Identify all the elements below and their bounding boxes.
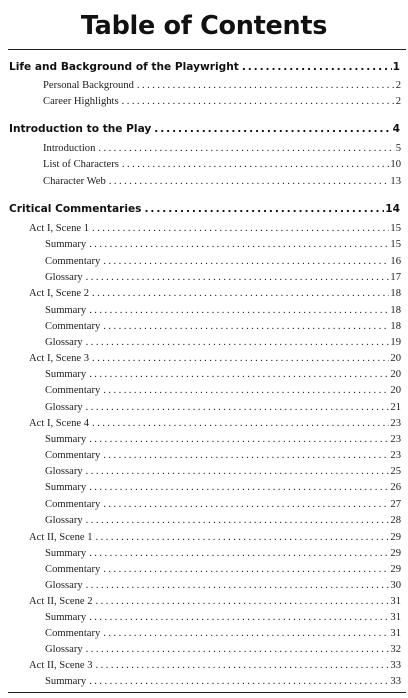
toc-heading-entry [9, 203, 400, 215]
toc-entry-label: Summary [45, 305, 87, 316]
toc-entry-page-number: 20 [390, 385, 401, 396]
toc-entry [45, 499, 401, 510]
dot-leader [103, 385, 389, 396]
toc-entry-label: Commentary [45, 564, 101, 575]
dot-leader [86, 272, 390, 283]
toc-entry-label: Act I, Scene 2 [29, 288, 90, 299]
toc-entry-page-number: 33 [390, 660, 401, 671]
toc-entry-label: Glossary [45, 515, 83, 526]
toc-entry [45, 450, 401, 461]
toc-entry-page-number: 32 [390, 644, 401, 655]
toc-entry-page-number: 21 [390, 402, 401, 413]
toc-heading-entry [9, 123, 400, 135]
dot-leader [109, 176, 390, 187]
dot-leader [89, 676, 389, 687]
toc-entry-page-number: 23 [390, 450, 401, 461]
toc-entry-label: Commentary [45, 256, 101, 267]
toc-entry-label: Introduction [43, 143, 96, 154]
toc-entry-label: Glossary [45, 272, 83, 283]
toc-scene-entry [29, 596, 401, 607]
toc-entry-page-number: 27 [390, 499, 401, 510]
dot-leader [96, 660, 390, 671]
dot-leader [96, 596, 390, 607]
toc-entry-page-number: 23 [390, 434, 401, 445]
dot-leader [145, 203, 385, 215]
dot-leader [122, 159, 390, 170]
dot-leader [92, 223, 389, 234]
toc-entry-label: Act II, Scene 2 [29, 596, 93, 607]
bottom-rule [8, 692, 406, 693]
dot-leader [86, 337, 390, 348]
dot-leader [89, 548, 389, 559]
toc-entry-label: Personal Background [43, 80, 134, 91]
toc-entry-page-number: 29 [390, 564, 401, 575]
toc-entry-label: List of Characters [43, 159, 119, 170]
toc-entry [45, 337, 401, 348]
toc-entry-label: Act II, Scene 1 [29, 532, 93, 543]
toc-entry [45, 580, 401, 591]
toc-entry-page-number: 26 [390, 482, 401, 493]
toc-entry-label: Glossary [45, 580, 83, 591]
toc-entry-label: Summary [45, 434, 87, 445]
dot-leader [98, 143, 394, 154]
toc-entry-page-number: 25 [390, 466, 401, 477]
toc-entry-page-number: 31 [390, 628, 401, 639]
toc-entry-label: Glossary [45, 644, 83, 655]
toc-scene-entry [29, 353, 401, 364]
toc-scene-entry [29, 660, 401, 671]
toc-entry-page-number: 10 [390, 159, 401, 170]
toc-entry [43, 159, 401, 170]
dot-leader [86, 644, 390, 655]
dot-leader [89, 239, 389, 250]
toc-entry-label: Glossary [45, 402, 83, 413]
dot-leader [92, 353, 389, 364]
toc-entry [45, 515, 401, 526]
dot-leader [122, 96, 395, 107]
toc-entry-label: Act II, Scene 3 [29, 660, 93, 671]
dot-leader [89, 612, 389, 623]
toc-scene-entry [29, 532, 401, 543]
dot-leader [89, 434, 389, 445]
toc-entry-page-number: 29 [390, 548, 401, 559]
dot-leader [86, 515, 390, 526]
dot-leader [103, 499, 389, 510]
toc-entry-page-number: 4 [392, 123, 400, 135]
toc-entry-label: Career Highlights [43, 96, 119, 107]
toc-entry [43, 176, 401, 187]
dot-leader [103, 564, 389, 575]
toc-entry-page-number: 18 [390, 288, 401, 299]
toc-entry-page-number: 15 [390, 239, 401, 250]
toc-entry [45, 612, 401, 623]
toc-entry [45, 272, 401, 283]
dot-leader [89, 369, 389, 380]
toc-entry [45, 305, 401, 316]
dot-leader [89, 482, 389, 493]
toc-entry [45, 628, 401, 639]
toc-entry-label: Commentary [45, 450, 101, 461]
toc-entry-page-number: 18 [390, 321, 401, 332]
toc-entry-page-number: 2 [395, 96, 401, 107]
dot-leader [242, 61, 392, 73]
toc-entry-page-number: 28 [390, 515, 401, 526]
toc-entry-label: Act I, Scene 3 [29, 353, 90, 364]
toc-entry [45, 402, 401, 413]
toc-entry-label: Act I, Scene 1 [29, 223, 90, 234]
toc-entry-page-number: 23 [390, 418, 401, 429]
toc-entry [43, 80, 401, 91]
toc-entry-label: Summary [45, 369, 87, 380]
toc-entry [45, 239, 401, 250]
toc-entry-page-number: 16 [390, 256, 401, 267]
toc-entry [45, 434, 401, 445]
toc-entry-label: Glossary [45, 466, 83, 477]
dot-leader [86, 466, 390, 477]
toc-entry-label: Summary [45, 612, 87, 623]
dot-leader [89, 305, 389, 316]
toc-entry-page-number: 2 [395, 80, 401, 91]
toc-entry-label: Summary [45, 548, 87, 559]
dot-leader [86, 580, 390, 591]
toc-entry [45, 385, 401, 396]
dot-leader [86, 402, 390, 413]
dot-leader [103, 256, 389, 267]
toc-entry-page-number: 1 [392, 61, 400, 73]
toc-entry-label: Commentary [45, 499, 101, 510]
toc-entry [45, 256, 401, 267]
toc-entry-page-number: 31 [390, 596, 401, 607]
toc-entry-label: Commentary [45, 321, 101, 332]
toc-entry-label: Summary [45, 676, 87, 687]
dot-leader [92, 288, 389, 299]
dot-leader [96, 532, 390, 543]
page-title: Table of Contents [80, 11, 328, 41]
toc-entry [45, 321, 401, 332]
toc-entry [45, 466, 401, 477]
toc-entry-page-number: 30 [390, 580, 401, 591]
toc-entry-label: Summary [45, 239, 87, 250]
toc-entry-label: Critical Commentaries [9, 203, 142, 215]
toc-entry [45, 564, 401, 575]
toc-scene-entry [29, 418, 401, 429]
toc-entry-label: Glossary [45, 337, 83, 348]
toc-scene-entry [29, 288, 401, 299]
toc-heading-entry [9, 61, 400, 73]
toc-scene-entry [29, 223, 401, 234]
toc-entry-page-number: 19 [390, 337, 401, 348]
toc-entry [45, 676, 401, 687]
toc-entry-page-number: 20 [390, 353, 401, 364]
toc-entry [43, 96, 401, 107]
dot-leader [154, 123, 391, 135]
toc-entry-page-number: 29 [390, 532, 401, 543]
toc-entry [45, 369, 401, 380]
toc-entry [45, 482, 401, 493]
toc-entry-page-number: 18 [390, 305, 401, 316]
toc-entry-page-number: 33 [390, 676, 401, 687]
toc-entry [45, 644, 401, 655]
dot-leader [103, 450, 389, 461]
toc-entry [45, 548, 401, 559]
toc-entry-label: Act I, Scene 4 [29, 418, 90, 429]
dot-leader [103, 321, 389, 332]
toc-entry-label: Summary [45, 482, 87, 493]
toc-entry-label: Commentary [45, 628, 101, 639]
toc-entry-page-number: 20 [390, 369, 401, 380]
toc-entry-page-number: 14 [385, 203, 400, 215]
toc-entry-page-number: 5 [395, 143, 401, 154]
toc-entry [43, 143, 401, 154]
toc-entry-label: Introduction to the Play [9, 123, 152, 135]
toc-entry-page-number: 31 [390, 612, 401, 623]
toc-entry-page-number: 15 [390, 223, 401, 234]
toc-entry-label: Character Web [43, 176, 106, 187]
dot-leader [92, 418, 389, 429]
dot-leader [103, 628, 389, 639]
toc-entry-page-number: 13 [390, 176, 401, 187]
toc-entry-page-number: 17 [390, 272, 401, 283]
toc-entry-label: Commentary [45, 385, 101, 396]
dot-leader [137, 80, 395, 91]
toc-entry-label: Life and Background of the Playwright [9, 61, 239, 73]
